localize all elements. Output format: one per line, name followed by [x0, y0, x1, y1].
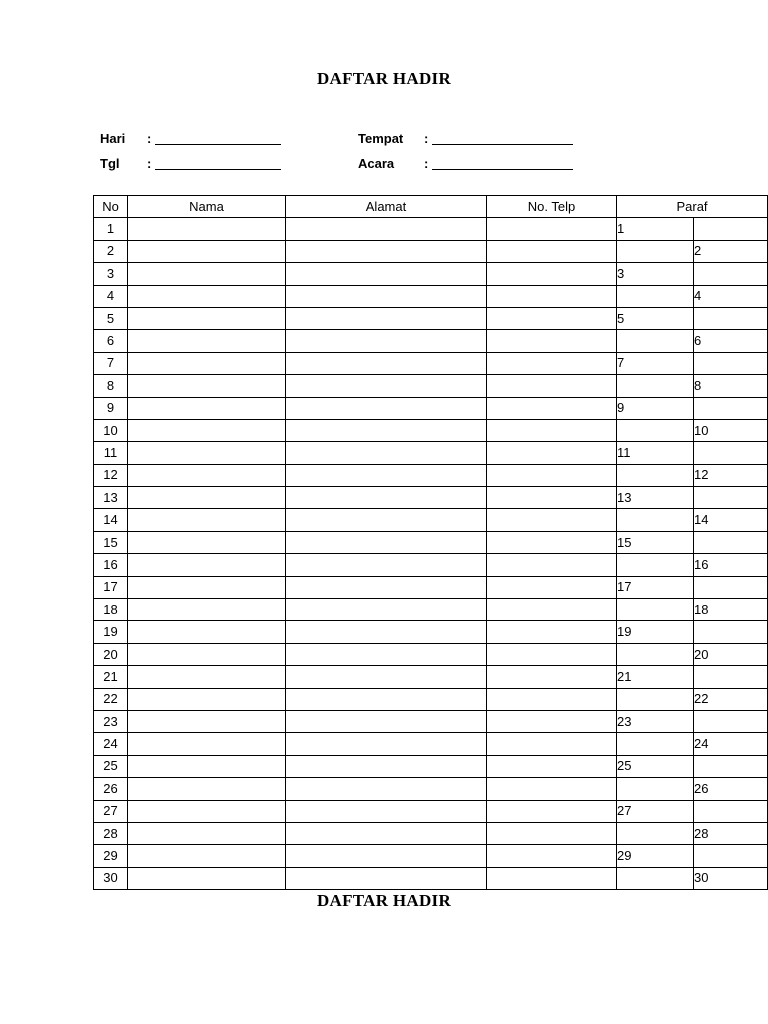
paraf-left-cell[interactable]: 1: [617, 218, 694, 240]
tgl-blank-line[interactable]: [155, 156, 281, 170]
nama-cell[interactable]: [128, 733, 286, 755]
tempat-blank-line[interactable]: [432, 131, 573, 145]
row-number: 22: [94, 688, 128, 710]
alamat-cell[interactable]: [286, 755, 487, 777]
row-number: 29: [94, 845, 128, 867]
paraf-left-cell[interactable]: [617, 554, 694, 576]
no-telp-cell[interactable]: [487, 509, 617, 531]
paraf-left-cell[interactable]: 17: [617, 576, 694, 598]
table-row: [94, 800, 768, 822]
table-row: [94, 733, 768, 755]
nama-cell[interactable]: [128, 487, 286, 509]
paraf-left-cell[interactable]: [617, 240, 694, 262]
paraf-left-cell[interactable]: 11: [617, 442, 694, 464]
nama-cell[interactable]: [128, 218, 286, 240]
paraf-left-cell[interactable]: [617, 464, 694, 486]
nama-cell[interactable]: [128, 666, 286, 688]
table-row: [94, 330, 768, 352]
no-telp-cell[interactable]: [487, 688, 617, 710]
alamat-cell[interactable]: [286, 218, 487, 240]
paraf-left-cell[interactable]: 29: [617, 845, 694, 867]
no-telp-cell[interactable]: [487, 599, 617, 621]
row-number: 7: [94, 352, 128, 374]
row-number: 6: [94, 330, 128, 352]
no-telp-cell[interactable]: [487, 733, 617, 755]
alamat-cell[interactable]: [286, 464, 487, 486]
no-telp-cell[interactable]: [487, 710, 617, 732]
no-telp-cell[interactable]: [487, 800, 617, 822]
row-number: 18: [94, 599, 128, 621]
row-number: 2: [94, 240, 128, 262]
row-number: 23: [94, 710, 128, 732]
table-row: [94, 375, 768, 397]
alamat-cell[interactable]: [286, 397, 487, 419]
paraf-left-cell[interactable]: 7: [617, 352, 694, 374]
alamat-cell[interactable]: [286, 800, 487, 822]
no-telp-cell[interactable]: [487, 643, 617, 665]
paraf-right-cell[interactable]: 26: [694, 778, 768, 800]
row-number: 24: [94, 733, 128, 755]
table-row: [94, 531, 768, 553]
alamat-cell[interactable]: [286, 419, 487, 441]
alamat-cell[interactable]: [286, 688, 487, 710]
alamat-cell[interactable]: [286, 845, 487, 867]
row-number: 13: [94, 487, 128, 509]
table-row: [94, 554, 768, 576]
header-no: No: [94, 196, 128, 218]
table-row: [94, 666, 768, 688]
nama-cell[interactable]: [128, 643, 286, 665]
alamat-cell[interactable]: [286, 867, 487, 889]
paraf-right-cell[interactable]: [694, 531, 768, 553]
header-alamat: Alamat: [286, 196, 487, 218]
paraf-left-cell[interactable]: 27: [617, 800, 694, 822]
nama-cell[interactable]: [128, 710, 286, 732]
row-number: 19: [94, 621, 128, 643]
paraf-left-cell[interactable]: 25: [617, 755, 694, 777]
hari-label: Hari: [100, 131, 126, 146]
nama-cell[interactable]: [128, 755, 286, 777]
paraf-right-cell[interactable]: [694, 800, 768, 822]
alamat-cell[interactable]: [286, 822, 487, 844]
paraf-right-cell[interactable]: [694, 621, 768, 643]
paraf-left-cell[interactable]: 23: [617, 710, 694, 732]
alamat-cell[interactable]: [286, 531, 487, 553]
paraf-left-cell[interactable]: [617, 599, 694, 621]
table-row: [94, 621, 768, 643]
nama-cell[interactable]: [128, 688, 286, 710]
paraf-right-cell[interactable]: 16: [694, 554, 768, 576]
table-row: [94, 397, 768, 419]
paraf-left-cell[interactable]: [617, 285, 694, 307]
row-number: 11: [94, 442, 128, 464]
nama-cell[interactable]: [128, 240, 286, 262]
no-telp-cell[interactable]: [487, 867, 617, 889]
no-telp-cell[interactable]: [487, 576, 617, 598]
row-number: 26: [94, 778, 128, 800]
row-number: 4: [94, 285, 128, 307]
alamat-cell[interactable]: [286, 666, 487, 688]
no-telp-cell[interactable]: [487, 554, 617, 576]
paraf-right-cell[interactable]: [694, 576, 768, 598]
alamat-cell[interactable]: [286, 285, 487, 307]
nama-cell[interactable]: [128, 330, 286, 352]
no-telp-cell[interactable]: [487, 218, 617, 240]
no-telp-cell[interactable]: [487, 285, 617, 307]
row-number: 1: [94, 218, 128, 240]
no-telp-cell[interactable]: [487, 352, 617, 374]
no-telp-cell[interactable]: [487, 240, 617, 262]
hari-blank-line[interactable]: [155, 131, 281, 145]
row-number: 8: [94, 375, 128, 397]
paraf-left-cell[interactable]: 19: [617, 621, 694, 643]
paraf-right-cell[interactable]: 8: [694, 375, 768, 397]
paraf-right-cell[interactable]: 4: [694, 285, 768, 307]
table-header-row: [94, 196, 768, 218]
nama-cell[interactable]: [128, 778, 286, 800]
row-number: 3: [94, 263, 128, 285]
paraf-right-cell[interactable]: [694, 397, 768, 419]
nama-cell[interactable]: [128, 867, 286, 889]
table-row: [94, 240, 768, 262]
no-telp-cell[interactable]: [487, 778, 617, 800]
paraf-left-cell[interactable]: [617, 509, 694, 531]
nama-cell[interactable]: [128, 800, 286, 822]
alamat-cell[interactable]: [286, 621, 487, 643]
paraf-right-cell[interactable]: [694, 666, 768, 688]
nama-cell[interactable]: [128, 307, 286, 329]
alamat-cell[interactable]: [286, 599, 487, 621]
paraf-left-cell[interactable]: 5: [617, 307, 694, 329]
acara-label: Acara: [358, 156, 395, 171]
alamat-cell[interactable]: [286, 509, 487, 531]
no-telp-cell[interactable]: [487, 442, 617, 464]
no-telp-cell[interactable]: [487, 845, 617, 867]
nama-cell[interactable]: [128, 285, 286, 307]
nama-cell[interactable]: [128, 397, 286, 419]
paraf-left-cell[interactable]: [617, 733, 694, 755]
table-row: [94, 218, 768, 240]
no-telp-cell[interactable]: [487, 375, 617, 397]
table-row: [94, 352, 768, 374]
no-telp-cell[interactable]: [487, 464, 617, 486]
paraf-right-cell[interactable]: 22: [694, 688, 768, 710]
header-no-telp: No. Telp: [487, 196, 617, 218]
nama-cell[interactable]: [128, 822, 286, 844]
alamat-cell[interactable]: [286, 375, 487, 397]
alamat-cell[interactable]: [286, 643, 487, 665]
table-row: [94, 845, 768, 867]
no-telp-cell[interactable]: [487, 755, 617, 777]
row-number: 20: [94, 643, 128, 665]
alamat-cell[interactable]: [286, 240, 487, 262]
paraf-right-cell[interactable]: [694, 487, 768, 509]
alamat-cell[interactable]: [286, 733, 487, 755]
nama-cell[interactable]: [128, 263, 286, 285]
table-row: [94, 263, 768, 285]
paraf-right-cell[interactable]: 30: [694, 867, 768, 889]
table-row: [94, 442, 768, 464]
paraf-right-cell[interactable]: [694, 442, 768, 464]
attendance-table: [93, 195, 768, 890]
paraf-left-cell[interactable]: [617, 778, 694, 800]
tempat-label: Tempat: [358, 131, 404, 146]
alamat-cell[interactable]: [286, 576, 487, 598]
paraf-left-cell[interactable]: 21: [617, 666, 694, 688]
no-telp-cell[interactable]: [487, 330, 617, 352]
nama-cell[interactable]: [128, 531, 286, 553]
table-body: [94, 218, 768, 890]
table-row: [94, 643, 768, 665]
table-row: [94, 867, 768, 889]
nama-cell[interactable]: [128, 419, 286, 441]
paraf-left-cell[interactable]: 3: [617, 263, 694, 285]
nama-cell[interactable]: [128, 509, 286, 531]
table-row: [94, 285, 768, 307]
paraf-right-cell[interactable]: [694, 307, 768, 329]
paraf-right-cell[interactable]: [694, 755, 768, 777]
no-telp-cell[interactable]: [487, 307, 617, 329]
paraf-right-cell[interactable]: [694, 710, 768, 732]
footer-title: DAFTAR HADIR: [316, 891, 452, 910]
row-number: 10: [94, 419, 128, 441]
table-row: [94, 307, 768, 329]
paraf-left-cell[interactable]: 15: [617, 531, 694, 553]
nama-cell[interactable]: [128, 599, 286, 621]
acara-colon: :: [424, 156, 429, 171]
paraf-left-cell[interactable]: 13: [617, 487, 694, 509]
alamat-cell[interactable]: [286, 487, 487, 509]
alamat-cell[interactable]: [286, 554, 487, 576]
header-paraf: Paraf: [617, 196, 768, 218]
row-number: 5: [94, 307, 128, 329]
row-number: 9: [94, 397, 128, 419]
paraf-right-cell[interactable]: 12: [694, 464, 768, 486]
paraf-right-cell[interactable]: 20: [694, 643, 768, 665]
alamat-cell[interactable]: [286, 330, 487, 352]
alamat-cell[interactable]: [286, 352, 487, 374]
page-title: DAFTAR HADIR: [316, 69, 452, 88]
no-telp-cell[interactable]: [487, 621, 617, 643]
no-telp-cell[interactable]: [487, 263, 617, 285]
row-number: 21: [94, 666, 128, 688]
row-number: 28: [94, 822, 128, 844]
paraf-left-cell[interactable]: [617, 419, 694, 441]
table-row: [94, 599, 768, 621]
nama-cell[interactable]: [128, 375, 286, 397]
paraf-right-cell[interactable]: 2: [694, 240, 768, 262]
paraf-right-cell[interactable]: [694, 352, 768, 374]
table-row: [94, 755, 768, 777]
paraf-left-cell[interactable]: [617, 867, 694, 889]
no-telp-cell[interactable]: [487, 666, 617, 688]
row-number: 25: [94, 755, 128, 777]
nama-cell[interactable]: [128, 464, 286, 486]
nama-cell[interactable]: [128, 576, 286, 598]
table-row: [94, 576, 768, 598]
row-number: 12: [94, 464, 128, 486]
row-number: 15: [94, 531, 128, 553]
table-row: [94, 688, 768, 710]
paraf-left-cell[interactable]: [617, 330, 694, 352]
table-row: [94, 822, 768, 844]
table-row: [94, 778, 768, 800]
alamat-cell[interactable]: [286, 307, 487, 329]
tgl-colon: :: [147, 156, 152, 171]
paraf-right-cell[interactable]: 6: [694, 330, 768, 352]
nama-cell[interactable]: [128, 845, 286, 867]
no-telp-cell[interactable]: [487, 419, 617, 441]
tempat-colon: :: [424, 131, 429, 146]
paraf-right-cell[interactable]: [694, 845, 768, 867]
paraf-right-cell[interactable]: [694, 263, 768, 285]
table-row: [94, 464, 768, 486]
no-telp-cell[interactable]: [487, 822, 617, 844]
row-number: 30: [94, 867, 128, 889]
tgl-label: Tgl: [100, 156, 120, 171]
paraf-right-cell[interactable]: 24: [694, 733, 768, 755]
nama-cell[interactable]: [128, 442, 286, 464]
paraf-left-cell[interactable]: [617, 688, 694, 710]
row-number: 14: [94, 509, 128, 531]
nama-cell[interactable]: [128, 554, 286, 576]
row-number: 16: [94, 554, 128, 576]
paraf-left-cell[interactable]: [617, 822, 694, 844]
paraf-right-cell[interactable]: 28: [694, 822, 768, 844]
paraf-left-cell[interactable]: [617, 375, 694, 397]
paraf-right-cell[interactable]: 18: [694, 599, 768, 621]
nama-cell[interactable]: [128, 621, 286, 643]
no-telp-cell[interactable]: [487, 397, 617, 419]
row-number: 27: [94, 800, 128, 822]
nama-cell[interactable]: [128, 352, 286, 374]
alamat-cell[interactable]: [286, 442, 487, 464]
header-nama: Nama: [128, 196, 286, 218]
paraf-right-cell[interactable]: 10: [694, 419, 768, 441]
no-telp-cell[interactable]: [487, 487, 617, 509]
acara-blank-line[interactable]: [432, 156, 573, 170]
table-row: [94, 419, 768, 441]
no-telp-cell[interactable]: [487, 531, 617, 553]
paraf-left-cell[interactable]: 9: [617, 397, 694, 419]
paraf-left-cell[interactable]: [617, 643, 694, 665]
alamat-cell[interactable]: [286, 778, 487, 800]
hari-colon: :: [147, 131, 152, 146]
table-row: [94, 487, 768, 509]
row-number: 17: [94, 576, 128, 598]
alamat-cell[interactable]: [286, 710, 487, 732]
table-row: [94, 710, 768, 732]
alamat-cell[interactable]: [286, 263, 487, 285]
table-row: [94, 509, 768, 531]
paraf-right-cell[interactable]: 14: [694, 509, 768, 531]
paraf-right-cell[interactable]: [694, 218, 768, 240]
